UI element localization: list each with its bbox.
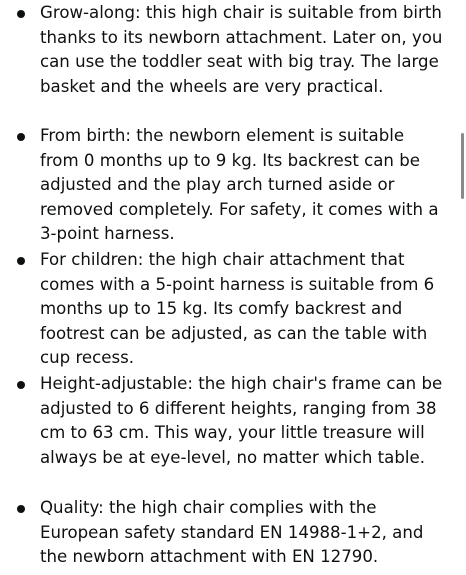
- vertical-scrollbar-thumb[interactable]: [461, 133, 464, 199]
- feature-bullet-text: For children: the high chair attachment that comes with a 5-point harness is suitable from 6 months up to 15 kg. Its comfy backrest and footrest can be adjusted, as can the table with cup recess.: [40, 250, 435, 367]
- bullet-point-icon: [17, 10, 25, 18]
- feature-bullet-height-adjustable: [0, 372, 450, 470]
- feature-bullet-quality: [0, 496, 450, 570]
- feature-bullet-text: From birth: the newborn element is suitable from 0 months up to 9 kg. Its backrest can be adjusted and the play arch turned aside or removed completely. For safety, it comes with a 3-point harness.: [40, 126, 439, 243]
- bullet-point-icon: [17, 381, 25, 389]
- feature-bullet-for-children: [0, 248, 450, 371]
- bullet-point-icon: [17, 133, 25, 141]
- feature-bullet-grow-along: [0, 1, 450, 99]
- feature-bullet-text: Quality: the high chair complies with the European safety standard EN 14988-1+2, and the newborn attachment with EN 12790.: [40, 498, 424, 566]
- feature-bullet-text: Grow-along: this high chair is suitable from birth thanks to its newborn attachment. Later on, you can use the toddler seat with big tray. The large basket and the wheels are very practical.: [40, 3, 443, 96]
- feature-bullet-text: Height-adjustable: the high chair's frame can be adjusted to 6 different heights, ranging from 38 cm to 63 cm. This way, your little treasure will always be at eye-level, no matter which table.: [40, 374, 443, 467]
- feature-bullet-from-birth: [0, 124, 450, 247]
- bullet-point-icon: [17, 257, 25, 265]
- bullet-point-icon: [17, 505, 25, 513]
